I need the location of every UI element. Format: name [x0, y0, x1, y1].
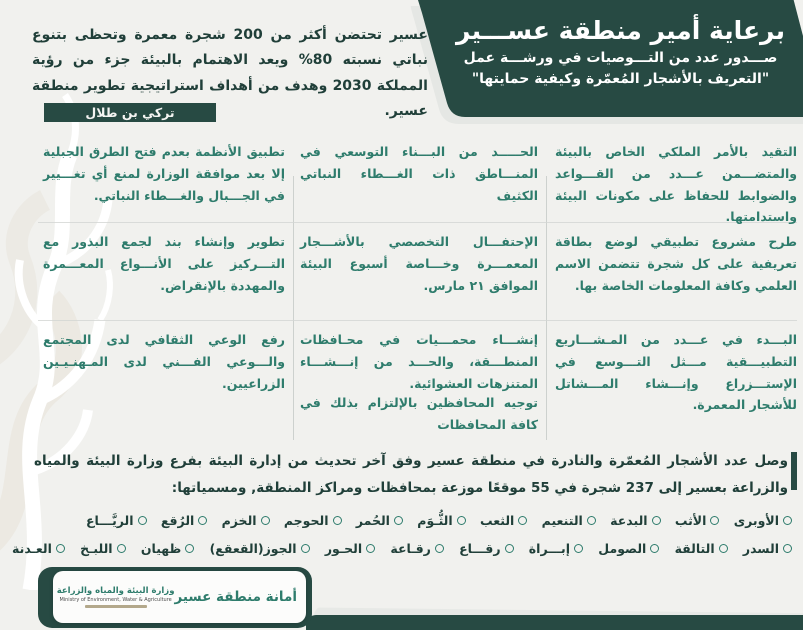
tree-names-row-1 [86, 510, 792, 530]
tree-name: الحوجم [283, 512, 329, 528]
summary-accent-bar [791, 452, 797, 490]
recommendation-item: طرح مشروع تطبيقي لوضع بطاقة تعريفية على كل شجرة تتضمن الاسم العلمي وكافة المعلومات الخاصة بها. [555, 234, 797, 293]
bullet-circle-icon [783, 516, 792, 525]
list-item [542, 513, 596, 528]
bullet-circle-icon [518, 516, 527, 525]
tree-name: الرُقع [160, 512, 195, 528]
recommendation-item: إنشـــاء محمـــيات في محـافظات المنطـــقة، والحـــد من إنـــشـــاء المتنزهات العشوائية. [300, 332, 538, 391]
recommendation-item: تطوير وإنشاء بند لجمع البذور مع التـــركيز على الأنـــواع المعـــمرة والمهددة بالإنقراض. [43, 234, 285, 293]
list-item [12, 541, 65, 556]
bullet-circle-icon [719, 544, 728, 553]
bullet-circle-icon [261, 516, 270, 525]
ministry-tagline-bar [85, 605, 147, 608]
bullet-circle-icon [574, 544, 583, 553]
tree-name: البدعة [610, 512, 648, 528]
list-item [161, 513, 207, 528]
list-item [675, 513, 720, 528]
bullet-circle-icon [301, 544, 310, 553]
tree-name: الثُّـوَم [417, 512, 453, 528]
recommendation-item: الإحتفـــال التخصصي بالأشـــجار المعمـــرة وخـــاصة أسبوع البيئة الموافق ٢١ مارس. [300, 234, 538, 293]
tree-name: اللبـخ [80, 540, 113, 556]
tree-name: الأوبرى [733, 512, 779, 528]
tree-name: الريَّـــاع [86, 512, 134, 528]
list-item [284, 513, 342, 528]
list-item [80, 541, 125, 556]
bullet-circle-icon [185, 544, 194, 553]
quote-text: عسير تحتضن أكثر من 200 شجرة معمرة وتحظى بتنوع نباتي نسبته 80% ويعد الاهتمام بالبيئة جزء من رؤية المملكة 2030 وهدف من أهداف استراتيجية تطوير منطقة عسير. [32, 27, 428, 120]
tree-name: إبـــراة [528, 540, 571, 556]
bullet-circle-icon [783, 544, 792, 553]
tree-name: التالقة [674, 540, 715, 556]
header [448, 14, 793, 91]
list-item [734, 513, 792, 528]
ministry-name-arabic: وزارة البيئة والمياه والزراعة [56, 586, 175, 597]
list-item [141, 541, 195, 556]
list-item [743, 541, 792, 556]
attribution-badge: تركي بن طلال [44, 103, 216, 122]
tree-name: الثعب [479, 512, 515, 528]
list-item [417, 513, 465, 528]
header-subtitle-line2: "التعريف بالأشجار المُعمّرة وكيفية حمايتها" [471, 71, 770, 88]
tree-name: الخزم [221, 512, 257, 528]
bullet-circle-icon [56, 544, 65, 553]
tree-name: العـدنة [12, 540, 52, 556]
tree-name: الأثب [674, 512, 707, 528]
tree-name: الصومل [598, 540, 647, 556]
recommendation-item: توجيه المحافظين بالإلتزام بذلك في كافة المحافظات [300, 395, 538, 432]
ministry-name-english: Ministry of Environment, Water & Agriculture [59, 596, 172, 603]
divider-vertical-2 [546, 176, 547, 440]
list-item [480, 513, 527, 528]
footer-logo-card [53, 571, 306, 623]
bullet-circle-icon [650, 544, 659, 553]
recommendation-item: الحـــــد من البـــناء التوسعي في المنـــاطق ذات الغـــطاء النباتي الكثيف [300, 144, 538, 203]
bullet-circle-icon [652, 516, 661, 525]
list-item [610, 513, 660, 528]
tree-name: رقـاعة [390, 540, 431, 556]
bullet-circle-icon [457, 516, 466, 525]
tree-name: ظهيان [140, 540, 182, 556]
divider-vertical-1 [293, 176, 294, 440]
bullet-circle-icon [198, 516, 207, 525]
bullet-circle-icon [587, 516, 596, 525]
bullet-circle-icon [710, 516, 719, 525]
bullet-circle-icon [117, 544, 126, 553]
divider-horizontal-2 [38, 320, 797, 321]
list-item [598, 541, 659, 556]
recommendation-item: رفع الوعي الثقافي لدى المجتمع والـــوعي الفـــني لدى المـهنـيـين الزراعيين. [43, 332, 285, 391]
tree-name: رقـــاع [459, 540, 501, 556]
ministry-logo-text [57, 586, 175, 607]
list-item [459, 541, 513, 556]
list-item [222, 513, 270, 528]
list-item [356, 513, 403, 528]
bullet-circle-icon [138, 516, 147, 525]
page-title: برعاية أمير منطقة عســـير [456, 16, 785, 45]
list-item [390, 541, 443, 556]
list-item [86, 513, 147, 528]
bottom-green-band [306, 615, 803, 630]
summary-text: وصل عدد الأشجار المُعمّرة والنادرة في منطقة عسير وفق آخر تحديث من إدارة البيئة بفرع وزارة البيئة والمياه والزراعة بعسير إلى 237 شجرة في 55 موقعًا موزعة بمحافظات ومراكز المنطقة, ومسمياتها: [34, 453, 788, 496]
bullet-circle-icon [394, 516, 403, 525]
bullet-circle-icon [435, 544, 444, 553]
recommendation-item: التقيد بالأمر الملكي الخاص بالبيئة والمتضـــمن عـــدد من القـــواعد والضوابط للحفاظ على مكونات البيئة واستدامتها. [555, 144, 797, 225]
tree-name: الحـور [324, 540, 363, 556]
tree-names-row-2 [12, 538, 792, 558]
bullet-circle-icon [333, 516, 342, 525]
list-item [210, 541, 310, 556]
tree-name: التنعيم [541, 512, 583, 528]
tree-name: الحُمر [355, 512, 390, 528]
list-item [325, 541, 375, 556]
recommendation-item: البـــدء في عـــدد من المـشـــاريع التطبيـــقية مـــثل التـــوسع في الإستـــزراع وإنـــشاء المـــشاتل للأشجار المعمرة. [555, 332, 797, 413]
tree-name: الجوز(القعقع) [209, 540, 297, 556]
header-subtitle-line1: صـــدور عدد من التـــوصيات في ورشـــة عمل [463, 49, 778, 66]
asir-municipality-name: أمانة منطقة عسير [174, 589, 297, 605]
list-item [675, 541, 728, 556]
bullet-circle-icon [505, 544, 514, 553]
recommendation-item: تطبيق الأنظمة بعدم فتح الطرق الجبلية إلا بعد موافقة الوزارة لمنع أي تغـــيير في الجـــبال والغـــطاء النباتي. [43, 144, 285, 203]
list-item [529, 541, 583, 556]
tree-name: السدر [742, 540, 779, 556]
bullet-circle-icon [366, 544, 375, 553]
